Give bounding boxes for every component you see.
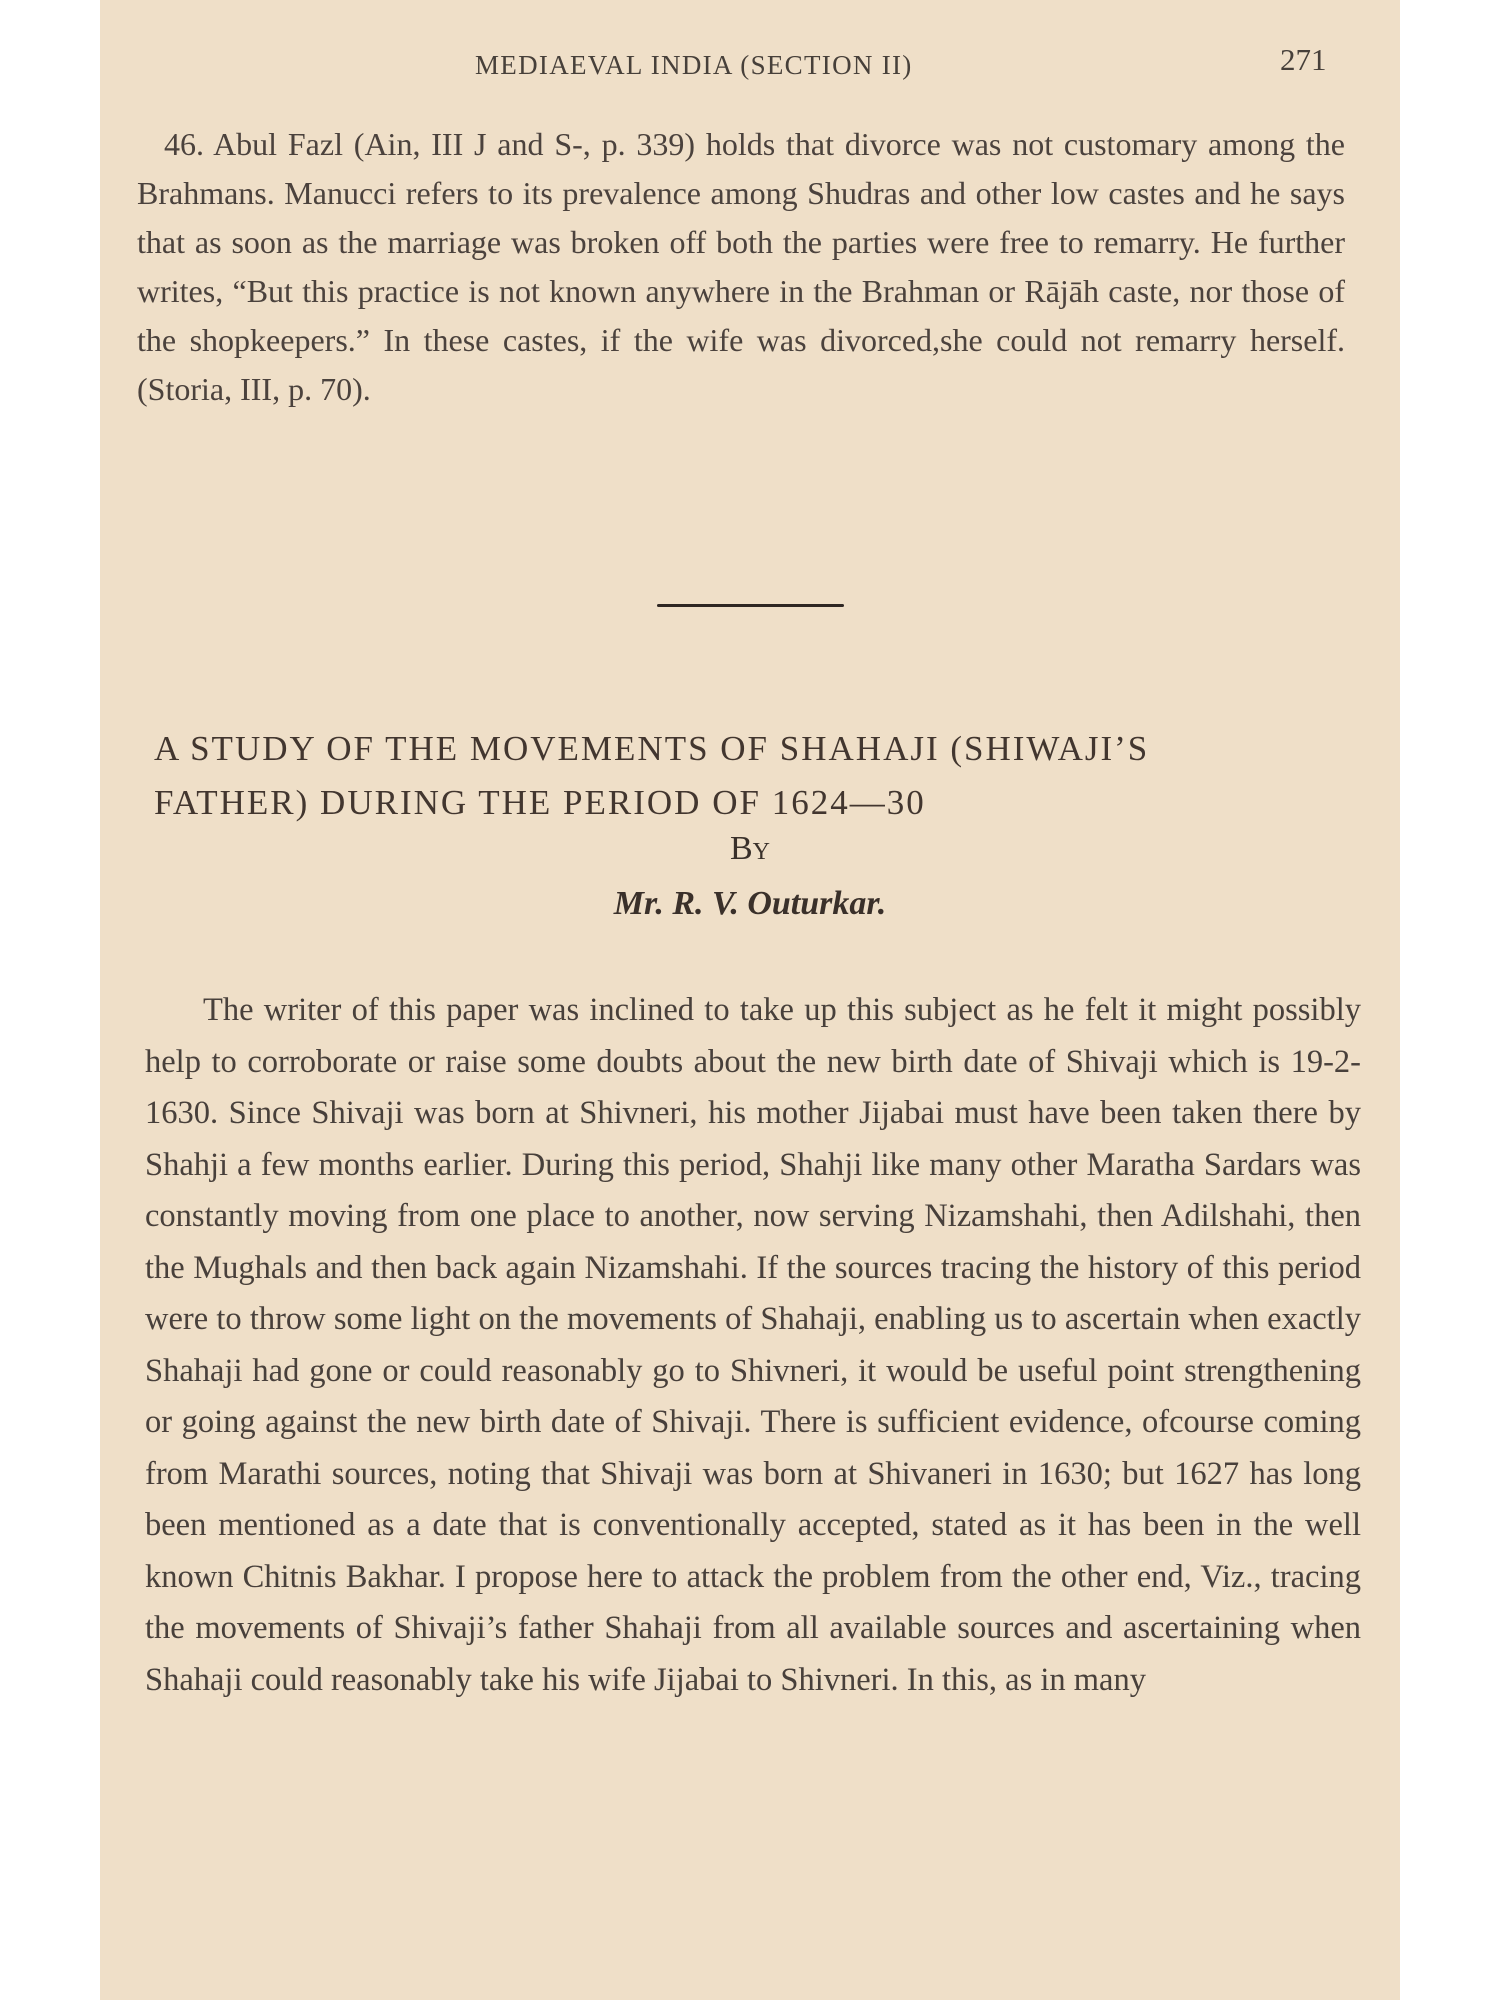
running-head <box>100 42 1400 82</box>
book-page <box>100 0 1400 2000</box>
footnote <box>137 120 1345 414</box>
author-name: Mr. R. V. Outurkar. <box>613 885 887 922</box>
article-title: A STUDY OF THE MOVEMENTS OF SHAHAJI (SHIWAJI’S FATHER) DURING THE PERIOD OF 1624—30 <box>154 729 1150 822</box>
section-divider <box>657 604 844 607</box>
footnote-text: Abul Fazl (Ain, III J and S-, p. 339) holds that divorce was not customary among the Brahmans. Manucci refers to its prevalence among Shudras and other low castes and he says that as soon as the marriage was broken off both the parties were free to remarry. He further writes, “But this practice is not known anywhere in the Brahman or Rājāh caste, nor those of the shopkeepers.” In these castes, if the wife was divorced,she could not remarry herself. (Storia, III, p. 70). <box>137 126 1346 407</box>
running-title: MEDIAEVAL INDIA (SECTION II) <box>475 50 913 80</box>
footnote-number: 46. <box>164 126 204 162</box>
byline: By <box>729 830 770 867</box>
page-number: 271 <box>1280 42 1327 77</box>
article-body: The writer of this paper was inclined to take up this subject as he felt it might possibly help to corroborate or raise some doubts about the new birth date of Shivaji which is 19-2-1630. Since Shivaji was born at Shivneri, his mother Jijabai must have been taken there by Shahji a few months earlier. During this period, Shahji like many other Maratha Sardars was constantly moving from one place to another, now serving Nizamshahi, then Adilshahi, then the Mughals and then back again Nizamshahi. If the sources tracing the history of this period were to throw some light on the movements of Shahaji, enabling us to ascertain when exactly Shahaji had gone or could reasonably go to Shivneri, it would be useful point strengthening or going against the new birth date of Shivaji. There is sufficient evidence, ofcourse coming from Marathi sources, noting that Shivaji was born at Shivaneri in 1630; but 1627 has long been mentioned as a date that is conventionally accepted, stated as it has been in the well known Chitnis Bakhar. I propose here to attack the problem from the other end, Viz., tracing the movements of Shivaji’s father Shahaji from all available sources and ascertaining when Shahaji could reasonably take his wife Jijabai to Shivneri. In this, as in many <box>145 992 1361 1698</box>
